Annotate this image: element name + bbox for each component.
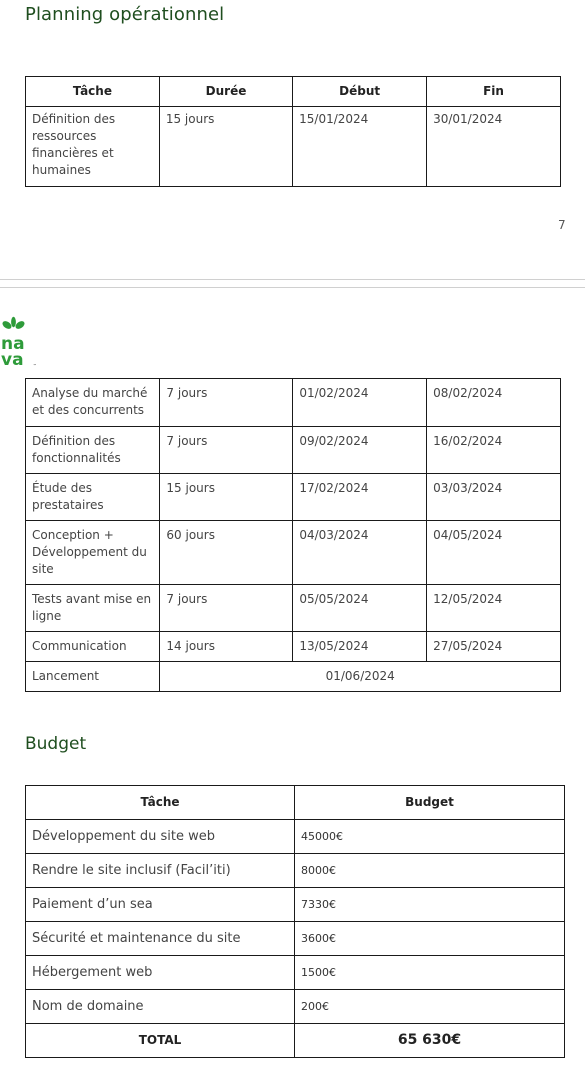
header-budget: Budget	[295, 786, 565, 820]
cell-task: Lancement	[26, 662, 160, 692]
cell-end: 16/02/2024	[427, 427, 561, 474]
svg-text:va: va	[1, 350, 24, 370]
total-label: TOTAL	[26, 1024, 295, 1058]
cell-start: 15/01/2024	[293, 107, 427, 187]
cell-end: 12/05/2024	[427, 585, 561, 632]
table-header-row	[26, 786, 565, 820]
table-header-row	[26, 77, 561, 107]
cell-start: 09/02/2024	[293, 427, 427, 474]
cell-task: Sécurité et maintenance du site	[26, 922, 295, 956]
table-row	[26, 521, 561, 585]
cell-launch-date: 01/06/2024	[160, 662, 561, 692]
cell-duration: 15 jours	[159, 107, 292, 187]
cell-task: Définition des ressources financières et humaines	[26, 107, 160, 187]
nava-logo	[0, 316, 44, 370]
header-tache: Tâche	[26, 77, 160, 107]
cell-task: Tests avant mise en ligne	[26, 585, 160, 632]
cell-duration: 15 jours	[160, 474, 293, 521]
page-number: 7	[558, 218, 566, 232]
table-row	[26, 107, 561, 187]
section-title-planning: Planning opérationnel	[25, 4, 225, 25]
page-divider	[0, 287, 585, 288]
cell-amount: 8000€	[295, 854, 565, 888]
planning-table-continued	[25, 378, 561, 692]
cell-duration: 14 jours	[160, 632, 293, 662]
table-row-launch	[26, 662, 561, 692]
cell-duration: 7 jours	[160, 585, 293, 632]
total-amount: 65 630€	[295, 1024, 565, 1058]
cell-end: 27/05/2024	[427, 632, 561, 662]
header-fin: Fin	[427, 77, 561, 107]
planning-table	[25, 76, 561, 187]
cell-amount: 45000€	[295, 820, 565, 854]
table-row	[26, 585, 561, 632]
cell-task: Étude des prestataires	[26, 474, 160, 521]
table-row	[26, 888, 565, 922]
cell-duration: 7 jours	[160, 379, 293, 427]
table-row	[26, 956, 565, 990]
header-debut: Début	[293, 77, 427, 107]
cell-task: Définition des fonctionnalités	[26, 427, 160, 474]
cell-start: 01/02/2024	[293, 379, 427, 427]
cell-start: 05/05/2024	[293, 585, 427, 632]
table-row	[26, 632, 561, 662]
cell-start: 13/05/2024	[293, 632, 427, 662]
table-row	[26, 427, 561, 474]
budget-table	[25, 785, 565, 1058]
table-row	[26, 820, 565, 854]
cell-task: Nom de domaine	[26, 990, 295, 1024]
cell-end: 03/03/2024	[427, 474, 561, 521]
cell-task: Analyse du marché et des concurrents	[26, 379, 160, 427]
cell-start: 17/02/2024	[293, 474, 427, 521]
cell-task: Hébergement web	[26, 956, 295, 990]
cell-end: 30/01/2024	[427, 107, 561, 187]
table-row	[26, 922, 565, 956]
table-row-total	[26, 1024, 565, 1058]
header-tache: Tâche	[26, 786, 295, 820]
cell-end: 04/05/2024	[427, 521, 561, 585]
cell-task: Paiement d’un sea	[26, 888, 295, 922]
cell-amount: 7330€	[295, 888, 565, 922]
cell-amount: 3600€	[295, 922, 565, 956]
cell-task: Développement du site web	[26, 820, 295, 854]
svg-text:™: ™	[33, 363, 37, 368]
cell-amount: 200€	[295, 990, 565, 1024]
cell-amount: 1500€	[295, 956, 565, 990]
table-row	[26, 854, 565, 888]
cell-duration: 7 jours	[160, 427, 293, 474]
table-row	[26, 474, 561, 521]
table-row	[26, 379, 561, 427]
cell-end: 08/02/2024	[427, 379, 561, 427]
table-row	[26, 990, 565, 1024]
page-divider	[0, 279, 585, 280]
cell-duration: 60 jours	[160, 521, 293, 585]
cell-task: Conception + Développement du site	[26, 521, 160, 585]
section-title-budget: Budget	[25, 734, 87, 754]
svg-text:na: na	[1, 334, 25, 354]
cell-task: Communication	[26, 632, 160, 662]
header-duree: Durée	[159, 77, 292, 107]
cell-start: 04/03/2024	[293, 521, 427, 585]
cell-task: Rendre le site inclusif (Facil’iti)	[26, 854, 295, 888]
